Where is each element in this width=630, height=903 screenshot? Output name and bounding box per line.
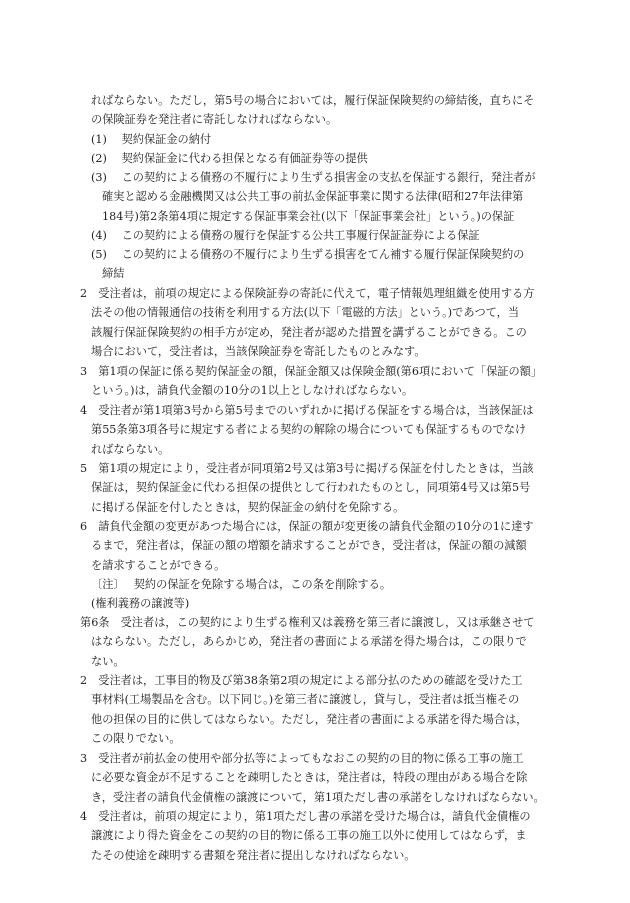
list-item-2 (0, 149, 630, 168)
text-line: 他の担保の目的に供してはならない。ただし，発注者の書面による承諾を得た場合は， (91, 712, 528, 726)
text-line: に必要な資金が不足することを疎明したときは，発注者は，特段の理由がある場合を除 (91, 771, 528, 785)
text-line: という。)は，請負代金額の10分の1以上としなければならない。 (91, 384, 414, 398)
text-line: 2 受注者は，前項の規定による保険証券の寄託に代えて，電子情報処理組織を使用する方 (80, 287, 535, 300)
text-line: 3 受注者が前払金の使用や部分払等によってもなおこの契約の目的物に係る工事の施工 (80, 752, 524, 765)
article-heading (0, 594, 630, 613)
note (0, 575, 630, 594)
text-line: 締結 (102, 267, 125, 281)
list-item-5 (0, 245, 630, 284)
text-line: (4) この契約による債務の履行を保証する公共工事履行保証証券による保証 (91, 229, 480, 242)
text-line: ればならない。 (91, 442, 170, 456)
text-line: 事材料(工場製品を含む。以下同じ。)を第三者に譲渡し，貸与し，受注者は抵当権その (91, 693, 520, 707)
paragraph-2 (0, 284, 630, 362)
text-line: この限りでない。 (91, 732, 181, 746)
article-6-paragraph-1 (0, 613, 630, 671)
text-line: 確実と認める金融機関又は公共工事の前払金保証事業に関する法律(昭和27年法律第 (102, 190, 524, 204)
paragraph-6 (0, 517, 630, 575)
text-line: に掲げる保証を付したときは，契約保証金の納付を免除する。 (91, 500, 405, 514)
text-line: 法その他の情報通信の技術を利用する方法(以下「電磁的方法」という。)であつて，当 (91, 306, 520, 320)
paragraph-3 (0, 362, 630, 401)
paragraph-4 (0, 401, 630, 459)
text-line: 5 第1項の規定により，受注者が同項第2号又は第3号に掲げる保証を付したときは，当該 (80, 462, 534, 475)
text-line: ない。 (91, 654, 125, 668)
list-item-4 (0, 226, 630, 245)
text-line: を請求することができる。 (91, 558, 226, 572)
continuation-paragraph (0, 91, 630, 130)
text-line: 譲渡により得た資金をこの契約の目的物に係る工事の施工以外に使用してはならず，ま (91, 829, 527, 843)
text-line: はならない。ただし，あらかじめ，発注者の書面による承諾を得た場合は，この限りで (91, 635, 527, 649)
article-6-paragraph-3 (0, 749, 630, 807)
text-line: 4 受注者が第1項第3号から第5号までのいずれかに掲げる保証をする場合は，当該保証は (80, 404, 534, 417)
text-line: 第55条第3項各号に規定する者による契約の解除の場合についても保証するものでなけ (91, 423, 527, 437)
article-6-paragraph-2 (0, 671, 630, 749)
text-line: 184号)第2条第4項に規定する保証事業会社(以下「保証事業会社」という。)の保証 (102, 209, 515, 223)
text-line: 6 請負代金額の変更があつた場合には，保証の額が変更後の請負代金額の10分の1に達す (80, 520, 534, 533)
text-line: (1) 契約保証金の納付 (91, 133, 212, 146)
text-line: 4 受注者は，前項の規定により，第1項ただし書の承諾を受けた場合は，請負代金債権の (80, 810, 531, 823)
list-item-1 (0, 130, 630, 149)
text-line: 該履行保証保険契約の相手方が定め，発注者が認めた措置を講ずることができる。この (91, 325, 527, 339)
text-line: るまで，発注者は，保証の額の増額を請求することができ，受注者は，保証の額の減額 (91, 539, 527, 553)
text-line: 2 受注者は，工事目的物及び第38条第2項の規定による部分払のための確認を受けた工 (80, 674, 523, 687)
text-line: き，受注者の請負代金債権の譲渡について，第1項ただし書の承諾をしなければならない。 (91, 790, 545, 804)
list-item-3 (0, 168, 630, 226)
article-6-paragraph-4 (0, 807, 630, 865)
text-line: 保証は，契約保証金に代わる担保の提供として行われたものとし，同項第4号又は第5号 (91, 481, 531, 495)
text-line: 3 第1項の保証に係る契約保証金の額，保証金額又は保険金額(第6項において「保証の額」 (80, 365, 543, 378)
text-line: 場合において，受注者は，当該保険証券を寄託したものとみなす。 (91, 345, 426, 359)
text-line: 第6条 受注者は，この契約により生ずる権利又は義務を第三者に譲渡し，又は承継させて (80, 616, 535, 629)
text-line: 〔注〕 契約の保証を免除する場合は，この条を削除する。 (91, 578, 392, 591)
text-line: (3) この契約による債務の不履行により生ずる損害金の支払を保証する銀行，発注者が (91, 171, 536, 184)
text-line: たその使途を疎明する書類を発注者に提出しなければならない。 (91, 848, 416, 862)
text-line: の保険証券を発注者に寄託しなければならない。 (91, 113, 338, 127)
paragraph-5 (0, 459, 630, 517)
text-line: (権利義務の譲渡等) (91, 597, 190, 610)
text-line: (5) この契約による債務の不履行により生ずる損害をてん補する履行保証保険契約の (91, 248, 525, 261)
text-line: ればならない。ただし，第5号の場合においては，履行保証保険契約の締結後，直ちにそ (91, 94, 535, 107)
text-line: (2) 契約保証金に代わる担保となる有価証券等の提供 (91, 152, 368, 165)
